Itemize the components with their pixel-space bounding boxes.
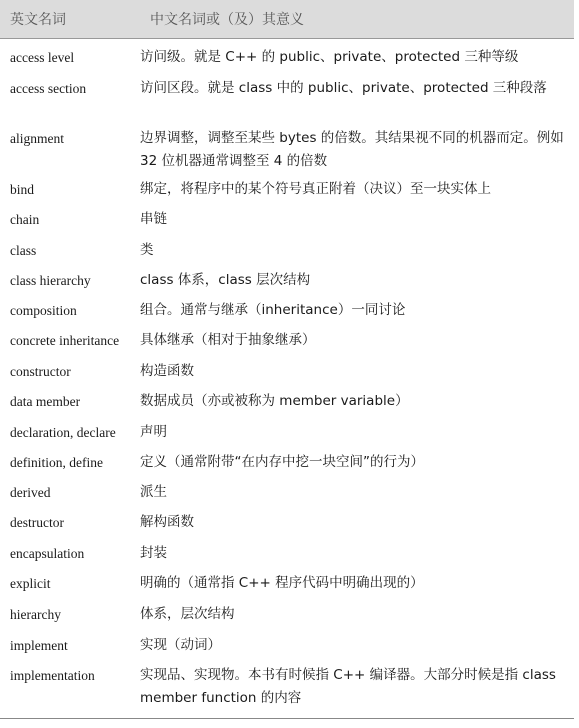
definition: 具体继承（相对于抽象继承） <box>140 332 316 348</box>
definition: 实现（动词） <box>140 637 221 653</box>
term: concrete inheritance <box>10 333 120 348</box>
definition: 数据成员（亦或被称为 member variable） <box>140 393 409 409</box>
term: access level <box>10 50 75 65</box>
definition: 派生 <box>140 484 167 500</box>
definition: 访问区段。就是 class 中的 public、private、protected 三种段落 <box>140 80 547 96</box>
definition: 绑定，将程序中的某个符号真正附着（决议）至一块实体上 <box>140 181 491 197</box>
definition: 声明 <box>140 424 167 440</box>
header-term-column: 英文名词 <box>10 12 66 28</box>
term: implement <box>10 638 68 653</box>
definition: class 体系，class 层次结构 <box>140 272 311 288</box>
table-bottom-rule <box>0 718 574 719</box>
term: constructor <box>10 364 71 379</box>
term: destructor <box>10 515 64 530</box>
term: definition, define <box>10 455 103 470</box>
term: derived <box>10 485 51 500</box>
definition: 明确的（通常指 C++ 程序代码中明确出现的） <box>140 575 424 591</box>
header-definition-column: 中文名词或（及）其意义 <box>150 12 304 28</box>
term: hierarchy <box>10 607 61 622</box>
definition: 解构函数 <box>140 514 194 530</box>
term: access section <box>10 81 87 96</box>
definition: 串链 <box>140 211 167 227</box>
term: class hierarchy <box>10 273 91 288</box>
term: composition <box>10 303 77 318</box>
term: explicit <box>10 576 51 591</box>
term: class <box>10 243 37 258</box>
definition: 构造函数 <box>140 363 194 379</box>
definition: 组合。通常与继承（inheritance）一同讨论 <box>140 302 406 318</box>
term: chain <box>10 212 40 227</box>
term: declaration, declare <box>10 425 116 440</box>
definition: 定义（通常附带“在内存中挖一块空间”的行为） <box>140 454 424 470</box>
definition: 实现品、实现物。本书有时候指 C++ 编译器。大部分时候是指 class member function 的内容 <box>140 667 556 706</box>
definition: 访问级。就是 C++ 的 public、private、protected 三种等级 <box>140 49 519 65</box>
term: encapsulation <box>10 546 85 561</box>
definition: 类 <box>140 242 154 258</box>
term: implementation <box>10 668 95 683</box>
term: alignment <box>10 131 64 146</box>
table-header <box>0 0 574 39</box>
definition: 体系，层次结构 <box>140 606 235 622</box>
term: bind <box>10 182 35 197</box>
term: data member <box>10 394 81 409</box>
definition: 封装 <box>140 545 167 561</box>
definition: 边界调整，调整至某些 bytes 的倍数。其结果视不同的机器而定。例如 32 位机器通常调整至 4 的倍数 <box>140 130 564 169</box>
